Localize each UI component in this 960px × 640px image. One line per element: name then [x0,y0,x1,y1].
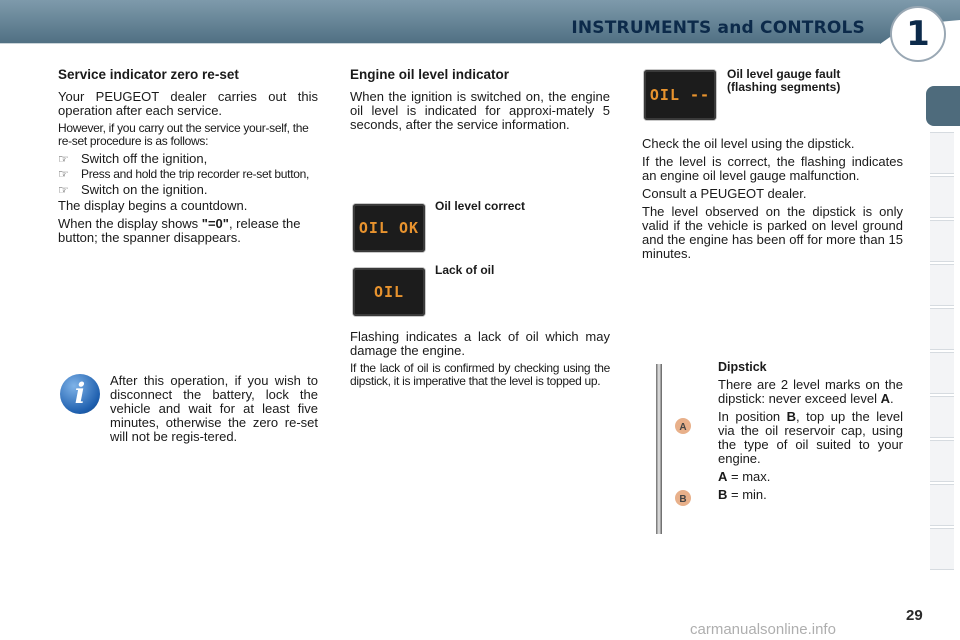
position-letter: B [786,409,797,424]
min-text: = min. [727,487,767,502]
dipstick-illustration [640,362,710,538]
header-band [0,0,960,56]
max-letter: A [718,469,728,484]
chapter-tab[interactable] [930,264,954,306]
chapter-tab[interactable] [930,528,954,570]
chapter-tab[interactable] [930,176,954,218]
correct-level-text: If the level is correct, the flashing indicates an engine oil level gauge malfunction. [642,154,903,183]
info-note: After this operation, if you wish to disconnect the battery, lock the vehicle and wait for at least five minutes, otherwise the zero re-set will not be regis-tered. [110,373,318,444]
consult-text: Consult a PEUGEOT dealer. [642,186,807,201]
oil-ok-display [353,204,425,252]
release-text [58,217,318,245]
display-code: "=0" [201,216,229,231]
footer-watermark: carmanualsonline.info [690,621,836,638]
check-text: Check the oil level using the dipstick. [642,136,855,151]
display-text: OIL -- [649,86,711,104]
step-text: Switch on the ignition. [81,182,208,197]
service-intro: Your PEUGEOT dealer carries out this operation after each service. [58,89,318,118]
chapter-tab[interactable] [930,484,954,526]
list-item [58,183,318,197]
release-post: , release the button; the spanner disappears. [58,216,301,245]
gauge-fault-label: Oil level gauge fault (flashing segments) [727,67,841,94]
chapter-tabs [926,66,960,578]
marks-letter: A [880,391,890,406]
step-text: Press and hold the trip recorder re-set button, [81,167,310,181]
flashing-text: Flashing indicates a lack of oil which may damage the engine. [350,329,610,358]
countdown-text: The display begins a countdown. [58,198,248,213]
page-number: 29 [906,607,923,624]
service-heading: Service indicator zero re-set [58,67,239,82]
dipstick-position [718,410,903,466]
min-mark [718,488,903,502]
section-title: INSTRUMENTS and CONTROLS [571,18,865,38]
info-icon: i [60,374,100,414]
chapter-tab[interactable] [930,132,954,174]
service-selfnote: However, if you carry out the service your-self, the re-set procedure is as follows: [58,121,309,148]
chapter-tab[interactable] [930,396,954,438]
display-text: OIL [373,283,405,301]
lack-of-oil-label: Lack of oil [435,263,495,277]
min-letter: B [718,487,728,502]
chapter-tab-active[interactable] [926,86,960,126]
marks-end: . [889,391,894,406]
dipstick-marks [718,378,903,406]
dipstick-section [718,360,903,506]
chapter-tab[interactable] [930,440,954,482]
service-section [58,68,318,249]
step-text: Switch off the ignition, [81,151,208,166]
mark-b-label: B [679,494,687,505]
max-mark [718,470,903,484]
chapter-tab[interactable] [930,220,954,262]
chapter-tab[interactable] [930,352,954,394]
valid-text: The level observed on the dipstick is only valid if the vehicle is parked on level ground and the engine has been off for more than 15 minutes. [642,204,903,261]
chapter-number: 1 [890,6,946,62]
dipstick-heading: Dipstick [718,360,767,374]
engine-oil-heading: Engine oil level indicator [350,67,510,82]
chapter-tab[interactable] [930,308,954,350]
hand-pointer-icon: ☞ [58,167,69,181]
dipstick-graphic [640,362,710,538]
mark-a-label: A [679,422,687,433]
marks-text: There are 2 level marks on the dipstick: never exceed level [718,377,903,406]
display-text: OIL OK [358,219,420,237]
engine-oil-section [350,68,610,136]
hand-pointer-icon: ☞ [58,152,69,166]
position-pre: In position [718,409,787,424]
engine-oil-intro: When the ignition is switched on, the engine oil level is indicated for approxi-mately 5 seconds, after the service information. [350,89,610,132]
hand-pointer-icon: ☞ [58,183,69,197]
list-item [58,152,318,166]
oil-correct-label: Oil level correct [435,199,526,213]
position-post: , top up the level via the oil reservoir cap, using the type of oil suited to your engine. [718,409,903,466]
service-steps [58,152,318,197]
engine-oil-warning [350,330,610,392]
gauge-fault-section [642,137,903,265]
oil-fault-display [644,70,716,120]
oil-low-display [353,268,425,316]
confirmed-text: If the lack of oil is confirmed by checking using the dipstick, it is imperative that the level is topped up. [350,361,610,388]
max-text: = max. [727,469,771,484]
release-pre: When the display shows [58,216,202,231]
list-item [58,168,318,181]
